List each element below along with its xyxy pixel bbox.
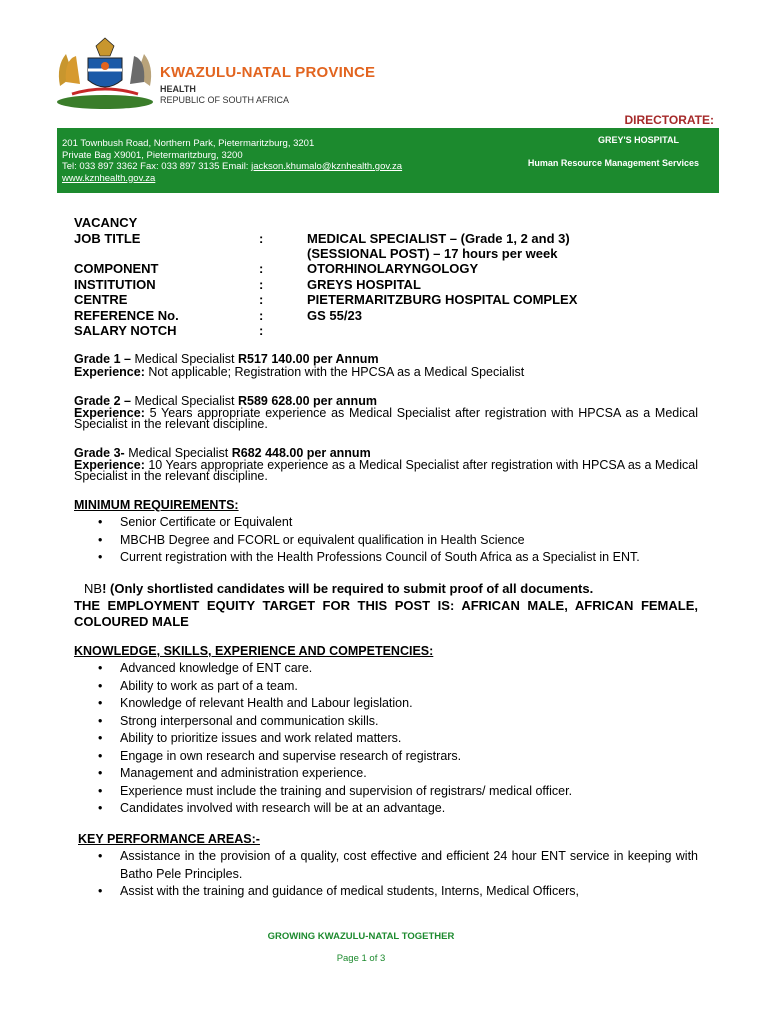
nb-text: ! (Only shortlisted candidates will be required to submit proof of all documents. — [102, 581, 594, 596]
value-component: OTORHINOLARYNGOLOGY — [307, 261, 479, 276]
bullet-icon: • — [98, 783, 103, 798]
grade-2-label: Grade 2 – — [74, 394, 131, 408]
address-line-3 — [62, 161, 402, 173]
colon: : — [259, 323, 264, 338]
footer-slogan: GROWING KWAZULU-NATAL TOGETHER — [267, 931, 455, 942]
grade-3-exp-text: 10 Years appropriate experience as a Medical Specialist after registration with HPCSA as a Medical Specialist in the relevant discipline. — [74, 458, 698, 483]
list-item: • Candidates involved with research will be at an advantage. — [74, 800, 698, 818]
value-centre: PIETERMARITZBURG HOSPITAL COMPLEX — [307, 292, 578, 307]
label-salary-notch: SALARY NOTCH — [74, 323, 177, 338]
list-item: • Ability to work as part of a team. — [74, 678, 698, 696]
bullet-icon: • — [98, 849, 103, 863]
bullet-icon: • — [98, 801, 103, 815]
equity-target: THE EMPLOYMENT EQUITY TARGET FOR THIS POST IS: AFRICAN MALE, AFRICAN FEMALE, COLOURED MALE — [74, 598, 698, 629]
list-item: • Management and administration experience. — [74, 765, 698, 783]
bullet-icon: • — [98, 696, 103, 710]
bullet-icon: • — [98, 748, 103, 763]
address-line-2: Private Bag X9001, Pietermaritzburg, 3200 — [62, 149, 243, 161]
value-reference: GS 55/23 — [307, 308, 362, 323]
label-job-title: JOB TITLE — [74, 231, 141, 246]
colon: : — [259, 277, 264, 292]
label-component: COMPONENT — [74, 261, 159, 276]
nb-prefix: NB — [84, 581, 103, 596]
colon: : — [259, 308, 264, 323]
bullet-icon: • — [98, 731, 103, 745]
list-item: • Assist with the training and guidance of medical students, Interns, Medical Officers, — [74, 883, 698, 901]
list-item: • Experience must include the training and supervision of registrars/ medical officer. — [74, 783, 698, 801]
list-item: • Knowledge of relevant Health and Labour legislation. — [74, 695, 698, 713]
grade-3-label: Grade 3- — [74, 446, 125, 460]
vacancy-heading: VACANCY — [74, 215, 138, 230]
department-name: HEALTH — [160, 84, 196, 94]
label-centre: CENTRE — [74, 292, 128, 307]
hr-department: Human Resource Management Services — [527, 158, 699, 168]
grade-1-experience — [74, 366, 698, 379]
colon: : — [259, 231, 264, 246]
bullet-icon: • — [98, 661, 103, 675]
bullet-icon: • — [98, 884, 103, 898]
address-block — [62, 138, 402, 184]
province-title: KWAZULU-NATAL PROVINCE — [160, 64, 376, 81]
bullet-icon: • — [98, 766, 103, 780]
page-number: Page 1 of 3 — [336, 953, 386, 964]
kse-heading: KNOWLEDGE, SKILLS, EXPERIENCE AND COMPETENCIES: — [74, 644, 434, 658]
grade-2-exp-text: 5 Years appropriate experience as Medical Specialist after registration with HPCSA as a Medical Specialist in the relevant discipline. — [74, 406, 698, 431]
bullet-icon: • — [98, 550, 103, 564]
list-item: • Advanced knowledge of ENT care. — [74, 660, 698, 678]
list-item: • Engage in own research and supervise research of registrars. — [74, 748, 698, 766]
coat-of-arms-logo — [52, 36, 158, 112]
grade-3-experience — [74, 460, 698, 481]
contact-banner — [57, 128, 719, 193]
value-job-title: MEDICAL SPECIALIST – (Grade 1, 2 and 3) — [307, 231, 570, 246]
hospital-name: GREY'S HOSPITAL — [598, 135, 679, 145]
list-item: • Ability to prioritize issues and work related matters. — [74, 730, 698, 748]
grade-1-exp-text: Not applicable; Registration with the HPCSA as a Medical Specialist — [144, 365, 525, 379]
label-institution: INSTITUTION — [74, 277, 156, 292]
grade-2-desc: Medical Specialist — [130, 394, 238, 408]
bullet-icon: • — [98, 678, 103, 693]
colon: : — [259, 261, 264, 276]
nb-note — [84, 582, 708, 595]
bullet-icon: • — [98, 515, 103, 529]
grade-1-desc: Medical Specialist — [130, 352, 238, 366]
min-req-heading: MINIMUM REQUIREMENTS: — [74, 498, 239, 512]
value-institution: GREYS HOSPITAL — [307, 277, 421, 292]
kse-list — [74, 660, 698, 818]
grade-1-label: Grade 1 – — [74, 352, 131, 366]
directorate-label: DIRECTORATE: — [624, 113, 714, 127]
website-link[interactable]: www.kznhealth.gov.za — [62, 172, 156, 184]
experience-label: Experience: — [74, 458, 145, 472]
experience-label: Experience: — [74, 406, 145, 420]
grade-1-salary: R517 140.00 per Annum — [237, 352, 379, 366]
list-item: • MBCHB Degree and FCORL or equivalent qualification in Health Science — [74, 532, 698, 550]
grade-3-desc: Medical Specialist — [124, 446, 232, 460]
bullet-icon: • — [98, 532, 103, 547]
republic-name: REPUBLIC OF SOUTH AFRICA — [160, 95, 290, 105]
grade-3-salary: R682 448.00 per annum — [231, 446, 371, 460]
grade-2-salary: R589 628.00 per annum — [237, 394, 377, 408]
list-item: • Senior Certificate or Equivalent — [74, 514, 698, 532]
phone-fax-text: Tel: 033 897 3362 Fax: 033 897 3135 Email: — [62, 161, 252, 172]
value-job-title-2: (SESSIONAL POST) – 17 hours per week — [307, 246, 558, 261]
min-req-list — [74, 514, 698, 567]
grade-2-experience — [74, 408, 698, 429]
list-item: • Assistance in the provision of a quality, cost effective and efficient 24 hour ENT service in keeping with Batho Pele Principles. — [98, 849, 698, 881]
list-item: • Current registration with the Health Professions Council of South Africa as a Specialist in ENT. — [74, 549, 698, 567]
email-link[interactable]: jackson.khumalo@kznhealth.gov.za — [251, 161, 403, 172]
list-item: • Strong interpersonal and communication skills. — [74, 713, 698, 731]
experience-label: Experience: — [74, 365, 145, 379]
address-line-1: 201 Townbush Road, Northern Park, Pietermaritzburg, 3201 — [62, 138, 315, 149]
kpa-list — [74, 848, 698, 901]
bullet-icon: • — [98, 713, 103, 728]
colon: : — [259, 292, 264, 307]
label-reference: REFERENCE No. — [74, 308, 179, 323]
kpa-heading: KEY PERFORMANCE AREAS:- — [78, 832, 260, 846]
